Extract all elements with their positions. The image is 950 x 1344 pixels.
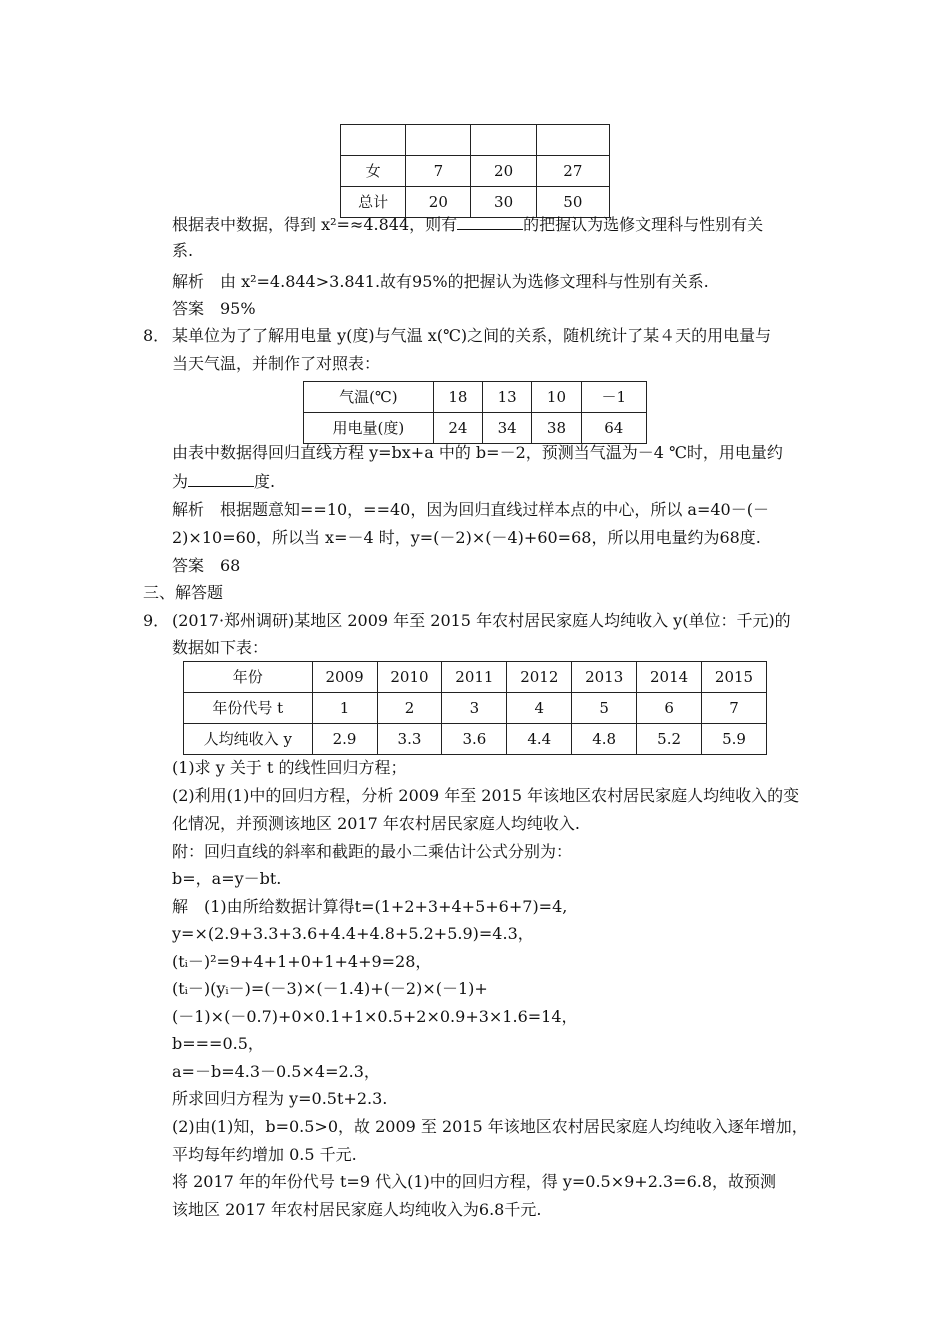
table-cell: 总计: [341, 187, 406, 218]
table-cell: 4.8: [572, 724, 637, 755]
table-cell: 2010: [377, 662, 442, 693]
table-cell: 3.6: [442, 724, 507, 755]
table-cell: 2011: [442, 662, 507, 693]
table-cell: 2.9: [312, 724, 377, 755]
q9-number: 9．: [143, 611, 170, 630]
table-cell: 2014: [637, 662, 702, 693]
q9-line: 所求回归方程为 y=0.5t+2.3.: [172, 1089, 388, 1108]
q7-statement-part: 根据表中数据，得到 x²=≈4.844，则有: [172, 215, 458, 234]
table-cell: 24: [433, 413, 482, 444]
table-cell: 50: [536, 187, 609, 218]
table-cell: 气温(℃): [304, 382, 434, 413]
q9-line: 将 2017 年的年份代号 t=9 代入(1)中的回归方程，得 y=0.5×9+2.3=6.8，故预测: [172, 1172, 777, 1191]
table-cell: 4: [507, 693, 572, 724]
q8-statement-part: 度.: [254, 472, 276, 491]
q9-line: 该地区 2017 年农村居民家庭人均纯收入为6.8千元.: [172, 1200, 542, 1219]
temperature-power-table: [303, 381, 647, 444]
section-heading: 三、解答题: [143, 583, 224, 602]
q8-statement-line: 由表中数据得回归直线方程 y=bx+a 中的 b=－2，预测当气温为－4 ℃时，用电量约: [172, 443, 783, 462]
table-cell: 27: [536, 156, 609, 187]
table-row: [304, 382, 647, 413]
q9-line: (2)利用(1)中的回归方程，分析 2009 年至 2015 年该地区农村居民家庭人均纯收入的变: [172, 786, 800, 805]
table-cell: 38: [532, 413, 581, 444]
q9-statement-line: 数据如下表：: [172, 638, 269, 657]
q8-answer: 答案 68: [172, 556, 241, 575]
q9-line: b===0.5，: [172, 1034, 264, 1053]
q9-line: a=－b=4.3－0.5×4=2.3，: [172, 1062, 380, 1081]
table-cell: 2: [377, 693, 442, 724]
table-cell: 6: [637, 693, 702, 724]
table-cell: 7: [702, 693, 767, 724]
table-cell: 1: [312, 693, 377, 724]
q8-statement-line: 当天气温，并制作了对照表：: [172, 354, 381, 373]
table-row: [304, 413, 647, 444]
table-row: [184, 724, 767, 755]
table-cell: 20: [471, 156, 536, 187]
q8-statement-line: [172, 471, 275, 492]
table-cell: 4.4: [507, 724, 572, 755]
table-cell: [471, 125, 536, 156]
q8-number: 8．: [143, 326, 170, 345]
table-cell: 5.9: [702, 724, 767, 755]
table-cell: 34: [483, 413, 532, 444]
table-cell: 5.2: [637, 724, 702, 755]
q9-line: (－1)×(－0.7)+0×0.1+1×0.5+2×0.9+3×1.6=14，: [172, 1007, 578, 1026]
table-cell: 64: [581, 413, 646, 444]
q9-line: y=×(2.9+3.3+3.6+4.4+4.8+5.2+5.9)=4.3，: [172, 924, 534, 943]
q7-analysis: 解析 由 x²=4.844>3.841.故有95%的把握认为选修文理科与性别有关系.: [172, 272, 709, 291]
table-row: [341, 187, 610, 218]
q8-statement-part: 为: [172, 472, 189, 491]
q9-line: (tᵢ－)²=9+4+1+0+1+4+9=28，: [172, 952, 432, 971]
income-table: [183, 661, 767, 755]
q7-statement-line: 系.: [172, 241, 194, 260]
table-cell: [341, 125, 406, 156]
table-cell: 3.3: [377, 724, 442, 755]
table-row: [341, 125, 610, 156]
q9-line: 附：回归直线的斜率和截距的最小二乘估计公式分别为：: [172, 842, 573, 861]
q9-line: (2)由(1)知，b=0.5>0，故 2009 至 2015 年该地区农村居民家庭人均纯收入逐年增加，: [172, 1117, 808, 1136]
q9-line: 平均每年约增加 0.5 千元.: [172, 1145, 357, 1164]
table-cell: －1: [581, 382, 646, 413]
table-cell: 年份: [184, 662, 313, 693]
q8-analysis-line: 解析 根据题意知==10，==40，因为回归直线过样本点的中心，所以 a=40－(－: [172, 500, 769, 519]
table-cell: [406, 125, 471, 156]
q7-answer: 答案 95%: [172, 299, 256, 318]
q9-line: (tᵢ－)(yᵢ－)=(－3)×(－1.4)+(－2)×(－1)+: [172, 979, 488, 998]
q8-statement-line: 某单位为了了解用电量 y(度)与气温 x(℃)之间的关系，随机统计了某４天的用电量与: [172, 326, 772, 345]
table-cell: 2015: [702, 662, 767, 693]
table-cell: 人均纯收入 y: [184, 724, 313, 755]
table-cell: 年份代号 t: [184, 693, 313, 724]
answer-blank: [457, 214, 523, 230]
table-row: [341, 156, 610, 187]
table-cell: 7: [406, 156, 471, 187]
table-cell: 30: [471, 187, 536, 218]
answer-blank: [188, 471, 254, 487]
table-cell: 5: [572, 693, 637, 724]
table-cell: [536, 125, 609, 156]
table-cell: 2012: [507, 662, 572, 693]
table-row: [184, 693, 767, 724]
gender-subject-table: [340, 124, 610, 218]
q9-line: (1)求 y 关于 t 的线性回归方程；: [172, 758, 407, 777]
table-cell: 3: [442, 693, 507, 724]
table-cell: 2009: [312, 662, 377, 693]
q7-statement-line: [172, 214, 763, 235]
table-row: [184, 662, 767, 693]
table-cell: 女: [341, 156, 406, 187]
q9-statement-line: (2017·郑州调研)某地区 2009 年至 2015 年农村居民家庭人均纯收入 y(单位：千元)的: [172, 611, 791, 630]
table-cell: 13: [483, 382, 532, 413]
table-cell: 18: [433, 382, 482, 413]
q8-analysis-line: 2)×10=60，所以当 x=－4 时，y=(－2)×(－4)+60=68，所以用电量约为68度.: [172, 528, 761, 547]
table-cell: 用电量(度): [304, 413, 434, 444]
q7-statement-part: 的把握认为选修文理科与性别有关: [523, 215, 764, 234]
table-cell: 10: [532, 382, 581, 413]
table-cell: 20: [406, 187, 471, 218]
q9-line: 化情况，并预测该地区 2017 年农村居民家庭人均纯收入.: [172, 814, 580, 833]
table-cell: 2013: [572, 662, 637, 693]
q9-line: b=，a=y－bt.: [172, 869, 282, 888]
q9-line: 解 (1)由所给数据计算得t=(1+2+3+4+5+6+7)=4,: [172, 897, 568, 916]
